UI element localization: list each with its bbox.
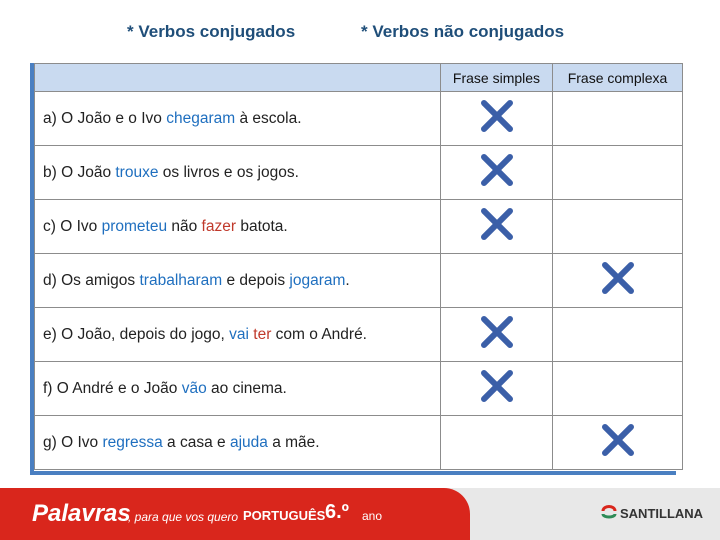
sentence-text: . [345,271,350,289]
sentence-cell [35,254,441,308]
footer-bar [0,488,720,540]
table-row [35,146,683,200]
x-mark-icon [480,315,514,349]
sentence-text: a mãe. [267,433,320,451]
brand-tagline: , para que vos quero [128,510,239,524]
simple-mark-cell [441,92,553,146]
complex-mark-cell [553,416,683,470]
verb-word: ter [253,325,272,343]
complex-mark-cell [553,254,683,308]
simple-mark-cell [441,146,553,200]
verb-word: chegaram [166,109,236,127]
sentence-text: c) O Ivo [43,217,102,235]
x-mark-icon [601,261,635,295]
legend-nonconjugated-label: * Verbos não conjugados [361,22,565,41]
verb-word: fazer [201,217,237,235]
verb-word: vão [181,379,207,397]
sentence-cell [35,308,441,362]
sentence-text: não [167,217,202,235]
sentence-text: f) O André e o João [43,379,182,397]
footer-brand-band [0,488,470,540]
simple-mark-cell [441,254,553,308]
sentence-text: os livros e os jogos. [158,163,299,181]
verb-word: vai [229,325,249,343]
simple-mark-cell [441,308,553,362]
x-mark-icon [601,423,635,457]
sentence-cell [35,200,441,254]
sentence-text: com o André. [271,325,367,343]
x-mark-icon [480,207,514,241]
table-row [35,362,683,416]
verb-word: trouxe [115,163,159,181]
sentence-text: d) Os amigos [43,271,140,289]
sentence-text: a casa e [162,433,230,451]
classification-table [34,63,683,470]
header-complex: Frase complexa [553,64,683,92]
simple-mark-cell [441,200,553,254]
header-simple: Frase simples [441,64,553,92]
verb-word: jogaram [289,271,346,289]
legend-nonconjugated [361,22,564,42]
simple-mark-cell [441,416,553,470]
complex-mark-cell [553,146,683,200]
complex-mark-cell [553,200,683,254]
sentence-text: g) O Ivo [43,433,103,451]
subject-label: PORTUGUÊS [243,508,326,523]
table-row [35,200,683,254]
complex-mark-cell [553,362,683,416]
simple-mark-cell [441,362,553,416]
verb-word: trabalharam [139,271,223,289]
complex-mark-cell [553,92,683,146]
verb-word: prometeu [101,217,168,235]
sentence-text: ao cinema. [206,379,287,397]
publisher-name: SANTILLANA [620,506,704,521]
x-mark-icon [480,99,514,133]
sentence-text: a) O João e o Ivo [43,109,167,127]
sentence-cell [35,146,441,200]
table-row [35,254,683,308]
grade-label: 6.º [325,501,349,523]
table-row [35,308,683,362]
verb-word: regressa [102,433,163,451]
sentence-cell [35,92,441,146]
sentence-text: batota. [236,217,288,235]
x-mark-icon [480,369,514,403]
table-row [35,92,683,146]
table-header-row [35,64,683,92]
complex-mark-cell [553,308,683,362]
legend-conjugated-label: * Verbos conjugados [127,22,296,41]
sentence-text: b) O João [43,163,116,181]
sentence-cell [35,362,441,416]
sentence-text: à escola. [235,109,302,127]
verb-word: ajuda [229,433,268,451]
table-row [35,416,683,470]
year-word: ano [362,509,383,523]
legend-conjugated [127,22,295,42]
x-mark-icon [480,153,514,187]
brand-title: Palavras [32,500,131,527]
sentence-cell [35,416,441,470]
publisher-logo-icon [600,502,618,520]
header-sentence [35,64,441,92]
sentence-text: e depois [222,271,290,289]
sentence-text: e) O João, depois do jogo, [43,325,230,343]
